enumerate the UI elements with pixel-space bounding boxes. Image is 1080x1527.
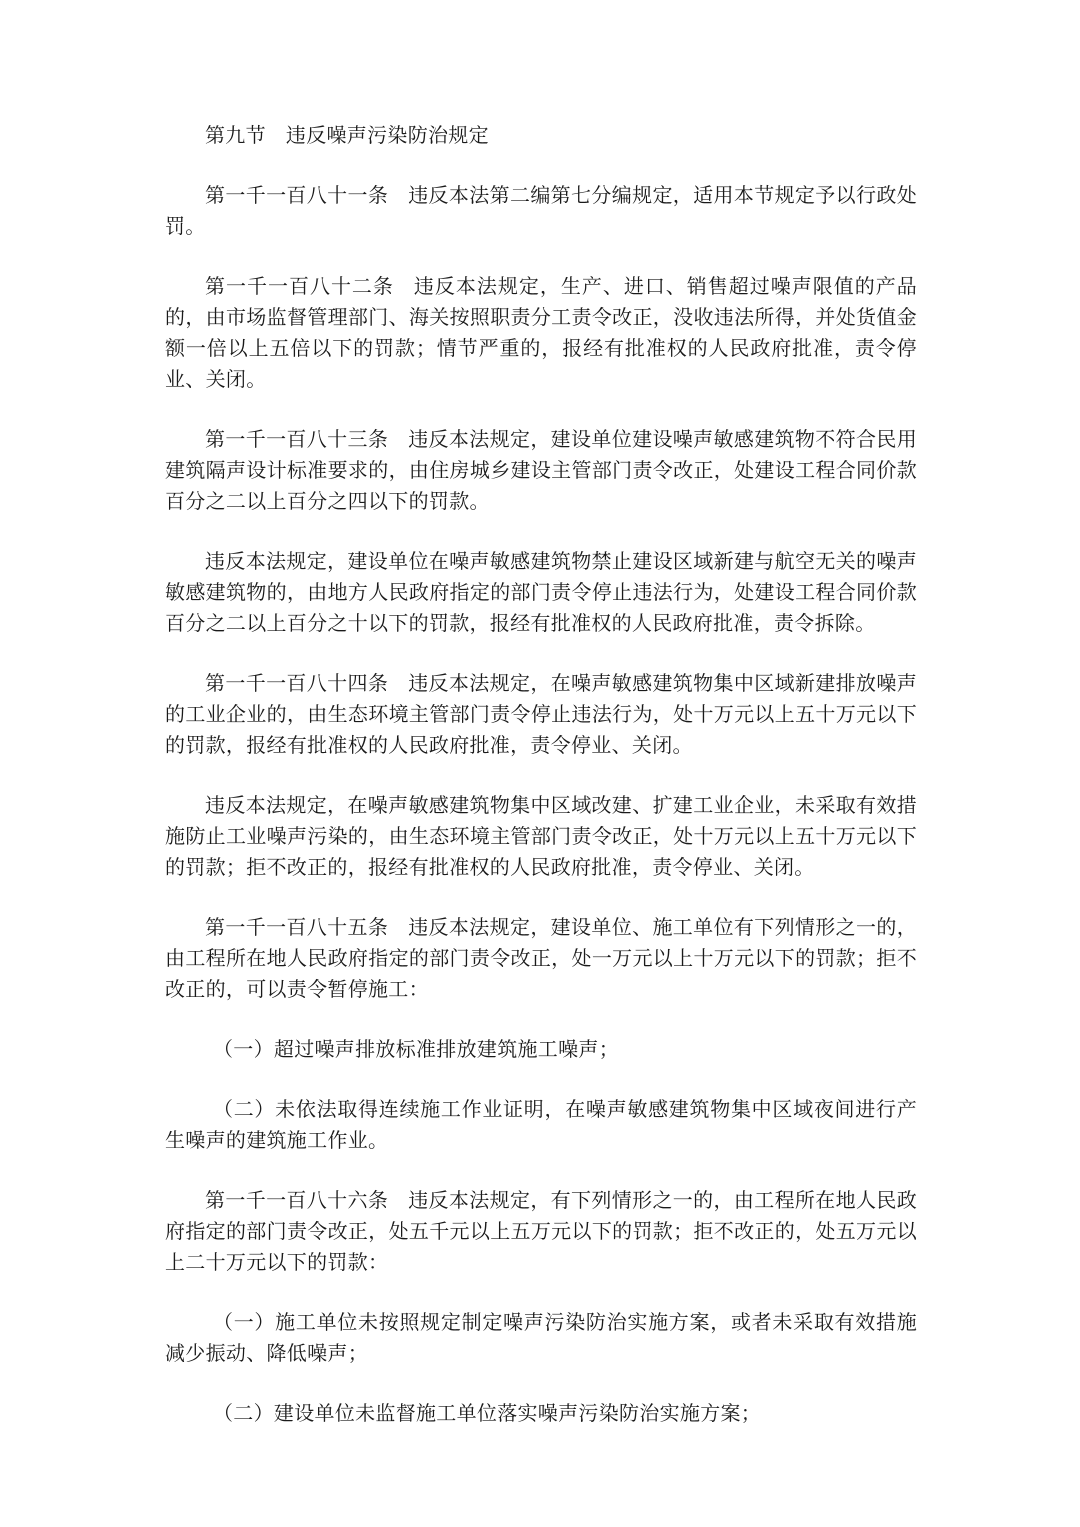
article-1183 — [165, 424, 917, 517]
section-number: 第九节 — [205, 123, 266, 147]
article-text: 违反本法规定，建设单位建设噪声敏感建筑物不符合民用建筑隔声设计标准要求的，由住房城乡建设主管部门责令改正，处建设工程合同价款百分之二以上百分之四以下的罚款。 — [165, 427, 918, 513]
article-text: 违反本法第二编第七分编规定，适用本节规定予以行政处罚。 — [165, 183, 918, 238]
list-item-text: （一）超过噪声排放标准排放建筑施工噪声； — [213, 1037, 619, 1061]
article-number: 第一千一百八十三条 — [205, 427, 389, 451]
article-number: 第一千一百八十六条 — [205, 1188, 389, 1212]
article-text: 违反本法规定，有下列情形之一的，由工程所在地人民政府指定的部门责令改正，处五千元以上五万元以下的罚款；拒不改正的，处五万元以上二十万元以下的罚款： — [165, 1188, 918, 1274]
article-number: 第一千一百八十一条 — [205, 183, 389, 207]
article-1185-item-2 — [165, 1094, 917, 1156]
article-number: 第一千一百八十四条 — [205, 671, 389, 695]
article-1186-item-2 — [165, 1398, 917, 1429]
list-item-text: （二）建设单位未监督施工单位落实噪声污染防治实施方案； — [213, 1401, 762, 1425]
article-text: 违反本法规定，在噪声敏感建筑物集中区域新建排放噪声的工业企业的，由生态环境主管部门责令停止违法行为，处十万元以上五十万元以下的罚款，报经有批准权的人民政府批准，责令停业、关闭。 — [165, 671, 918, 757]
article-number: 第一千一百八十五条 — [205, 915, 389, 939]
article-1183-clause-2 — [165, 546, 917, 639]
article-1186-item-1 — [165, 1307, 917, 1369]
list-item-text: （一）施工单位未按照规定制定噪声污染防治实施方案，或者未采取有效措施减少振动、降低噪声； — [165, 1310, 917, 1365]
paragraph-text: 违反本法规定，在噪声敏感建筑物集中区域改建、扩建工业企业，未采取有效措施防止工业噪声污染的，由生态环境主管部门责令改正，处十万元以上五十万元以下的罚款；拒不改正的，报经有批准权的人民政府批准，责令停业、关闭。 — [165, 793, 917, 879]
article-number: 第一千一百八十二条 — [205, 274, 394, 298]
paragraph-text: 违反本法规定，建设单位在噪声敏感建筑物禁止建设区域新建与航空无关的噪声敏感建筑物的，由地方人民政府指定的部门责令停止违法行为，处建设工程合同价款百分之二以上百分之十以下的罚款，报经有批准权的人民政府批准，责令拆除。 — [165, 549, 917, 635]
article-text: 违反本法规定，建设单位、施工单位有下列情形之一的，由工程所在地人民政府指定的部门责令改正，处一万元以上十万元以下的罚款；拒不改正的，可以责令暂停施工： — [165, 915, 918, 1001]
article-1181 — [165, 180, 917, 242]
section-heading — [165, 120, 917, 151]
section-title: 违反噪声污染防治规定 — [285, 123, 489, 147]
article-1185-item-1 — [165, 1034, 917, 1065]
article-1184-clause-2 — [165, 790, 917, 883]
article-1185 — [165, 912, 917, 1005]
article-1182 — [165, 271, 917, 395]
article-1184 — [165, 668, 917, 761]
list-item-text: （二）未依法取得连续施工作业证明，在噪声敏感建筑物集中区域夜间进行产生噪声的建筑施工作业。 — [165, 1097, 917, 1152]
document-page — [165, 120, 917, 1458]
article-1186 — [165, 1185, 917, 1278]
article-text: 违反本法规定，生产、进口、销售超过噪声限值的产品的，由市场监督管理部门、海关按照职责分工责令改正，没收违法所得，并处货值金额一倍以上五倍以下的罚款；情节严重的，报经有批准权的人民政府批准，责令停业、关闭。 — [165, 274, 918, 391]
